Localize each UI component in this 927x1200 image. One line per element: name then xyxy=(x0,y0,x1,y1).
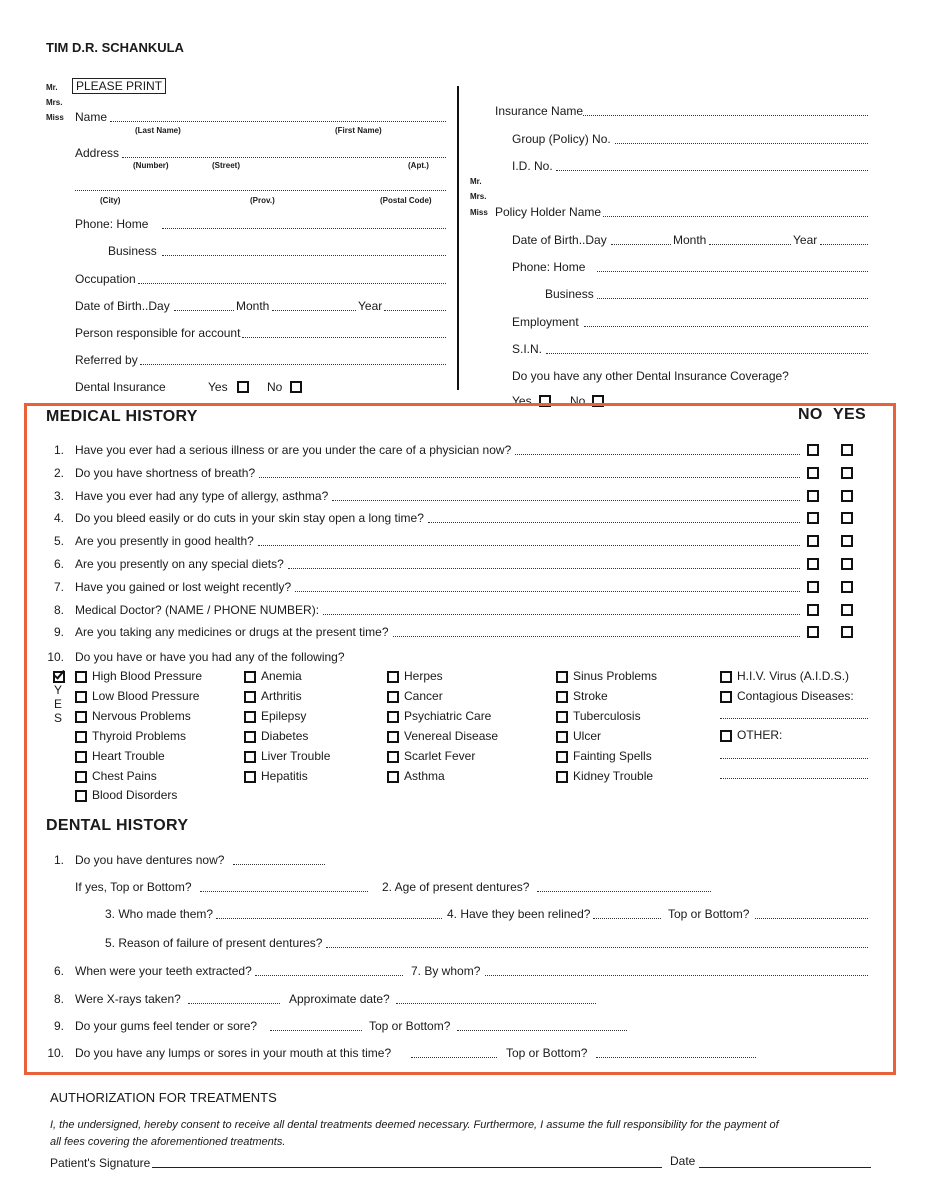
condition-asthma-label: Asthma xyxy=(404,769,445,783)
apt-hint: (Apt.) xyxy=(408,161,429,170)
referred-field[interactable] xyxy=(140,364,446,365)
condition-h-i-v-virus-a-i-d-s-checkbox[interactable] xyxy=(720,671,732,683)
medical-q5-yes-checkbox[interactable] xyxy=(841,535,853,547)
holder-title-mrs: Mrs. xyxy=(470,192,487,201)
condition-psychiatric-care-label: Psychiatric Care xyxy=(404,709,492,723)
relined-field[interactable] xyxy=(593,918,661,919)
dental-insurance-yes-label: Yes xyxy=(208,380,228,394)
condition-h-i-v-virus-a-i-d-s-label: H.I.V. Virus (A.I.D.S.) xyxy=(737,669,850,683)
other-condition-field-2[interactable] xyxy=(720,778,868,779)
relined-top-bottom-label: Top or Bottom? xyxy=(668,907,750,921)
medical-q2-leader xyxy=(259,477,800,478)
condition-anemia-label: Anemia xyxy=(261,669,302,683)
phone-business-label: Business xyxy=(108,244,157,258)
condition-sinus-problems-label: Sinus Problems xyxy=(573,669,658,683)
medical-q2-text: Do you have shortness of breath? xyxy=(75,466,256,480)
condition-diabetes-label: Diabetes xyxy=(261,729,309,743)
dental-q7-text: 7. By whom? xyxy=(411,964,481,978)
holder-dob-year-label: Year xyxy=(793,233,818,247)
phone-home-label: Phone: Home xyxy=(75,217,149,231)
condition-cancer-label: Cancer xyxy=(404,689,443,703)
holder-phone-home-field[interactable] xyxy=(597,271,868,272)
title-mrs: Mrs. xyxy=(46,98,63,107)
condition-heart-trouble-checkbox[interactable] xyxy=(75,751,87,763)
dental-insurance-yes-checkbox[interactable] xyxy=(237,381,249,393)
condition-scarlet-fever-checkbox[interactable] xyxy=(387,751,399,763)
medical-q9-yes-checkbox[interactable] xyxy=(841,626,853,638)
condition-thyroid-problems-checkbox[interactable] xyxy=(75,731,87,743)
condition-high-blood-pressure-label: High Blood Pressure xyxy=(92,669,203,683)
medical-q4-leader xyxy=(428,522,800,523)
holder-business-field[interactable] xyxy=(597,298,868,299)
condition-psychiatric-care-checkbox[interactable] xyxy=(387,711,399,723)
medical-q6-leader xyxy=(288,568,800,569)
dental-q6-number: 6. xyxy=(53,964,64,978)
condition-tuberculosis-checkbox[interactable] xyxy=(556,711,568,723)
sin-label: S.I.N. xyxy=(512,342,543,356)
condition-epilepsy-checkbox[interactable] xyxy=(244,711,256,723)
medical-q1-yes-checkbox[interactable] xyxy=(841,444,853,456)
occupation-label: Occupation xyxy=(75,272,136,286)
other-coverage-no-label: No xyxy=(570,394,586,408)
dental-q8-number: 8. xyxy=(53,992,64,1006)
insurance-name-field[interactable] xyxy=(583,115,868,116)
condition-heart-trouble-label: Heart Trouble xyxy=(92,749,165,763)
responsible-field[interactable] xyxy=(242,337,446,338)
medical-q1-number: 1. xyxy=(53,443,64,457)
gums-tender-field[interactable] xyxy=(270,1030,362,1031)
medical-q3-text: Have you ever had any type of allergy, asthma? xyxy=(75,489,329,503)
medical-q9-leader xyxy=(393,636,800,637)
name-label: Name xyxy=(75,110,108,124)
group-policy-label: Group (Policy) No. xyxy=(512,132,611,146)
occupation-field[interactable] xyxy=(138,283,446,284)
responsible-label: Person responsible for account xyxy=(75,326,241,340)
phone-business-field[interactable] xyxy=(162,255,446,256)
condition-herpes-checkbox[interactable] xyxy=(387,671,399,683)
city-hint: (City) xyxy=(100,196,121,205)
yes-all-checkbox[interactable] xyxy=(53,671,65,683)
holder-dob-label: Date of Birth..Day xyxy=(512,233,607,247)
medical-q8-no-checkbox[interactable] xyxy=(807,604,819,616)
approx-date-label: Approximate date? xyxy=(289,992,390,1006)
condition-low-blood-pressure-checkbox[interactable] xyxy=(75,691,87,703)
column-divider xyxy=(457,86,459,390)
please-print-box: PLEASE PRINT xyxy=(72,78,166,94)
medical-q2-no-checkbox[interactable] xyxy=(807,467,819,479)
other-condition-checkbox[interactable] xyxy=(720,730,732,742)
condition-blood-disorders-checkbox[interactable] xyxy=(75,790,87,802)
last-name-hint: (Last Name) xyxy=(135,126,181,135)
medical-q3-yes-checkbox[interactable] xyxy=(841,490,853,502)
holder-dob-month-label: Month xyxy=(673,233,707,247)
medical-q4-no-checkbox[interactable] xyxy=(807,512,819,524)
title-miss: Miss xyxy=(46,113,64,122)
dental-q3-text: 3. Who made them? xyxy=(105,907,214,921)
medical-q4-text: Do you bleed easily or do cuts in your skin stay open a long time? xyxy=(75,511,424,525)
policy-holder-label: Policy Holder Name xyxy=(495,205,602,219)
prov-hint: (Prov.) xyxy=(250,196,275,205)
no-column-header: NO xyxy=(798,406,823,423)
authorization-text-line-1: I, the undersigned, hereby consent to receive all dental treatments deemed necessary. Furthermore, I assume the full responsibility for the payment of xyxy=(50,1119,779,1131)
condition-venereal-disease-label: Venereal Disease xyxy=(404,729,499,743)
medical-q7-yes-checkbox[interactable] xyxy=(841,581,853,593)
condition-kidney-trouble-checkbox[interactable] xyxy=(556,771,568,783)
medical-q6-text: Are you presently on any special diets? xyxy=(75,557,284,571)
dental-insurance-no-label: No xyxy=(267,380,283,394)
condition-herpes-label: Herpes xyxy=(404,669,443,683)
sin-field[interactable] xyxy=(546,353,868,354)
condition-thyroid-problems-label: Thyroid Problems xyxy=(92,729,187,743)
condition-diabetes-checkbox[interactable] xyxy=(244,731,256,743)
condition-fainting-spells-label: Fainting Spells xyxy=(573,749,652,763)
q10-number: 10. xyxy=(47,650,64,664)
lumps-top-bottom-field[interactable] xyxy=(596,1057,756,1058)
signature-field[interactable] xyxy=(152,1167,662,1168)
holder-dob-day-field[interactable] xyxy=(611,244,671,245)
condition-anemia-checkbox[interactable] xyxy=(244,671,256,683)
dob-day-field[interactable] xyxy=(174,310,234,311)
gums-top-bottom-label: Top or Bottom? xyxy=(369,1019,451,1033)
other-condition-field-1[interactable] xyxy=(720,758,868,759)
condition-liver-trouble-label: Liver Trouble xyxy=(261,749,331,763)
dentures-now-field[interactable] xyxy=(233,864,325,865)
who-made-field[interactable] xyxy=(216,918,442,919)
other-coverage-yes-label: Yes xyxy=(512,394,532,408)
other-condition-label: OTHER: xyxy=(737,728,783,742)
signature-label: Patient's Signature xyxy=(50,1156,151,1170)
holder-title-mr: Mr. xyxy=(470,177,482,186)
id-number-label: I.D. No. xyxy=(512,159,553,173)
condition-asthma-checkbox[interactable] xyxy=(387,771,399,783)
employment-field[interactable] xyxy=(584,326,868,327)
street-hint: (Street) xyxy=(212,161,241,170)
dental-q9-number: 9. xyxy=(53,1019,64,1033)
medical-q2-yes-checkbox[interactable] xyxy=(841,467,853,479)
dental-q1-followup: If yes, Top or Bottom? xyxy=(75,880,192,894)
date-field[interactable] xyxy=(699,1167,871,1168)
medical-q9-no-checkbox[interactable] xyxy=(807,626,819,638)
yes-vertical-y: Y xyxy=(53,683,62,697)
medical-q6-yes-checkbox[interactable] xyxy=(841,558,853,570)
dob-month-field[interactable] xyxy=(272,310,356,311)
relined-top-bottom-field[interactable] xyxy=(755,918,868,919)
dob-label: Date of Birth..Day xyxy=(75,299,170,313)
condition-chest-pains-checkbox[interactable] xyxy=(75,771,87,783)
dental-q5-text: 5. Reason of failure of present dentures? xyxy=(105,936,323,950)
medical-q3-leader xyxy=(332,500,800,501)
condition-venereal-disease-checkbox[interactable] xyxy=(387,731,399,743)
first-name-hint: (First Name) xyxy=(335,126,382,135)
condition-hepatitis-label: Hepatitis xyxy=(261,769,308,783)
condition-contagious-diseases-label: Contagious Diseases: xyxy=(737,689,854,703)
dental-history-title: DENTAL HISTORY xyxy=(46,817,189,834)
medical-q5-text: Are you presently in good health? xyxy=(75,534,254,548)
holder-title-miss: Miss xyxy=(470,208,488,217)
condition-ulcer-label: Ulcer xyxy=(573,729,602,743)
address-label: Address xyxy=(75,146,120,160)
yes-column-header: YES xyxy=(833,406,866,423)
condition-high-blood-pressure-checkbox[interactable] xyxy=(75,671,87,683)
condition-fainting-spells-checkbox[interactable] xyxy=(556,751,568,763)
dental-q1-text: Do you have dentures now? xyxy=(75,853,225,867)
condition-arthritis-checkbox[interactable] xyxy=(244,691,256,703)
gums-top-bottom-field[interactable] xyxy=(457,1030,627,1031)
holder-business-label: Business xyxy=(545,287,594,301)
condition-scarlet-fever-label: Scarlet Fever xyxy=(404,749,476,763)
condition-kidney-trouble-label: Kidney Trouble xyxy=(573,769,654,783)
medical-q1-text: Have you ever had a serious illness or are you under the care of a physician now? xyxy=(75,443,512,457)
condition-cancer-checkbox[interactable] xyxy=(387,691,399,703)
dental-q1-number: 1. xyxy=(53,853,64,867)
medical-q3-no-checkbox[interactable] xyxy=(807,490,819,502)
postal-hint: (Postal Code) xyxy=(380,196,432,205)
authorization-title: AUTHORIZATION FOR TREATMENTS xyxy=(50,1090,277,1105)
approx-date-field[interactable] xyxy=(396,1003,596,1004)
condition-liver-trouble-checkbox[interactable] xyxy=(244,751,256,763)
condition-nervous-problems-label: Nervous Problems xyxy=(92,709,191,723)
holder-dob-year-field[interactable] xyxy=(820,244,868,245)
xrays-field[interactable] xyxy=(188,1003,280,1004)
address-field[interactable] xyxy=(122,157,446,158)
medical-q8-text: Medical Doctor? (NAME / PHONE NUMBER): xyxy=(75,603,320,617)
extracted-by-field[interactable] xyxy=(485,975,868,976)
condition-arthritis-label: Arthritis xyxy=(261,689,302,703)
dental-insurance-label: Dental Insurance xyxy=(75,380,166,394)
condition-stroke-label: Stroke xyxy=(573,689,608,703)
condition-low-blood-pressure-label: Low Blood Pressure xyxy=(92,689,200,703)
dentures-top-bottom-field[interactable] xyxy=(200,891,368,892)
dob-year-field[interactable] xyxy=(384,310,446,311)
medical-q9-number: 9. xyxy=(53,625,64,639)
dentures-age-field[interactable] xyxy=(537,891,711,892)
name-field[interactable] xyxy=(110,121,446,122)
employment-label: Employment xyxy=(512,315,579,329)
lumps-top-bottom-label: Top or Bottom? xyxy=(506,1046,588,1060)
dental-q8-text: Were X-rays taken? xyxy=(75,992,181,1006)
dental-insurance-no-checkbox[interactable] xyxy=(290,381,302,393)
medical-q5-leader xyxy=(258,545,800,546)
reason-failure-field[interactable] xyxy=(326,947,868,948)
dob-year-label: Year xyxy=(358,299,383,313)
medical-q8-number: 8. xyxy=(53,603,64,617)
policy-holder-field[interactable] xyxy=(603,216,868,217)
other-coverage-label: Do you have any other Dental Insurance Coverage? xyxy=(512,369,789,383)
lumps-sores-field[interactable] xyxy=(411,1057,497,1058)
condition-tuberculosis-label: Tuberculosis xyxy=(573,709,641,723)
referred-label: Referred by xyxy=(75,353,138,367)
medical-q1-leader xyxy=(515,454,800,455)
medical-q7-text: Have you gained or lost weight recently? xyxy=(75,580,292,594)
dental-q9-text: Do your gums feel tender or sore? xyxy=(75,1019,258,1033)
condition-ulcer-checkbox[interactable] xyxy=(556,731,568,743)
medical-history-title: MEDICAL HISTORY xyxy=(46,408,198,425)
date-label: Date xyxy=(670,1154,696,1168)
teeth-extracted-field[interactable] xyxy=(255,975,403,976)
dob-month-label: Month xyxy=(236,299,270,313)
yes-vertical-e: E xyxy=(53,697,62,711)
medical-q5-no-checkbox[interactable] xyxy=(807,535,819,547)
condition-contagious-diseases-checkbox[interactable] xyxy=(720,691,732,703)
holder-dob-month-field[interactable] xyxy=(709,244,791,245)
contagious-diseases-field-1[interactable] xyxy=(720,718,868,719)
condition-hepatitis-checkbox[interactable] xyxy=(244,771,256,783)
dental-q4-text: 4. Have they been relined? xyxy=(447,907,591,921)
authorization-text-line-2: all fees covering the aforementioned treatments. xyxy=(50,1136,286,1148)
medical-q8-leader xyxy=(323,614,800,615)
medical-q6-no-checkbox[interactable] xyxy=(807,558,819,570)
dental-q10-text: Do you have any lumps or sores in your mouth at this time? xyxy=(75,1046,392,1060)
insurance-name-label: Insurance Name xyxy=(495,104,584,118)
medical-q7-number: 7. xyxy=(53,580,64,594)
group-policy-field[interactable] xyxy=(615,143,868,144)
phone-home-field[interactable] xyxy=(162,228,446,229)
medical-q3-number: 3. xyxy=(53,489,64,503)
medical-q7-leader xyxy=(295,591,800,592)
dental-q2-text: 2. Age of present dentures? xyxy=(382,880,530,894)
title-mr: Mr. xyxy=(46,83,58,92)
address-line-2-field[interactable] xyxy=(75,190,446,191)
condition-stroke-checkbox[interactable] xyxy=(556,691,568,703)
dental-q10-number: 10. xyxy=(47,1046,64,1060)
medical-q9-text: Are you taking any medicines or drugs at the present time? xyxy=(75,625,389,639)
yes-vertical-s: S xyxy=(53,711,62,725)
dental-q6-text: When were your teeth extracted? xyxy=(75,964,252,978)
number-hint: (Number) xyxy=(133,161,169,170)
medical-q4-number: 4. xyxy=(53,511,64,525)
holder-phone-home-label: Phone: Home xyxy=(512,260,586,274)
doctor-name: TIM D.R. SCHANKULA xyxy=(46,40,184,55)
condition-epilepsy-label: Epilepsy xyxy=(261,709,307,723)
condition-chest-pains-label: Chest Pains xyxy=(92,769,157,783)
condition-nervous-problems-checkbox[interactable] xyxy=(75,711,87,723)
medical-q2-number: 2. xyxy=(53,466,64,480)
medical-q1-no-checkbox[interactable] xyxy=(807,444,819,456)
q10-text: Do you have or have you had any of the following? xyxy=(75,650,345,664)
medical-q7-no-checkbox[interactable] xyxy=(807,581,819,593)
medical-q5-number: 5. xyxy=(53,534,64,548)
medical-q6-number: 6. xyxy=(53,557,64,571)
medical-q4-yes-checkbox[interactable] xyxy=(841,512,853,524)
condition-blood-disorders-label: Blood Disorders xyxy=(92,788,178,802)
condition-sinus-problems-checkbox[interactable] xyxy=(556,671,568,683)
id-number-field[interactable] xyxy=(556,170,868,171)
medical-q8-yes-checkbox[interactable] xyxy=(841,604,853,616)
